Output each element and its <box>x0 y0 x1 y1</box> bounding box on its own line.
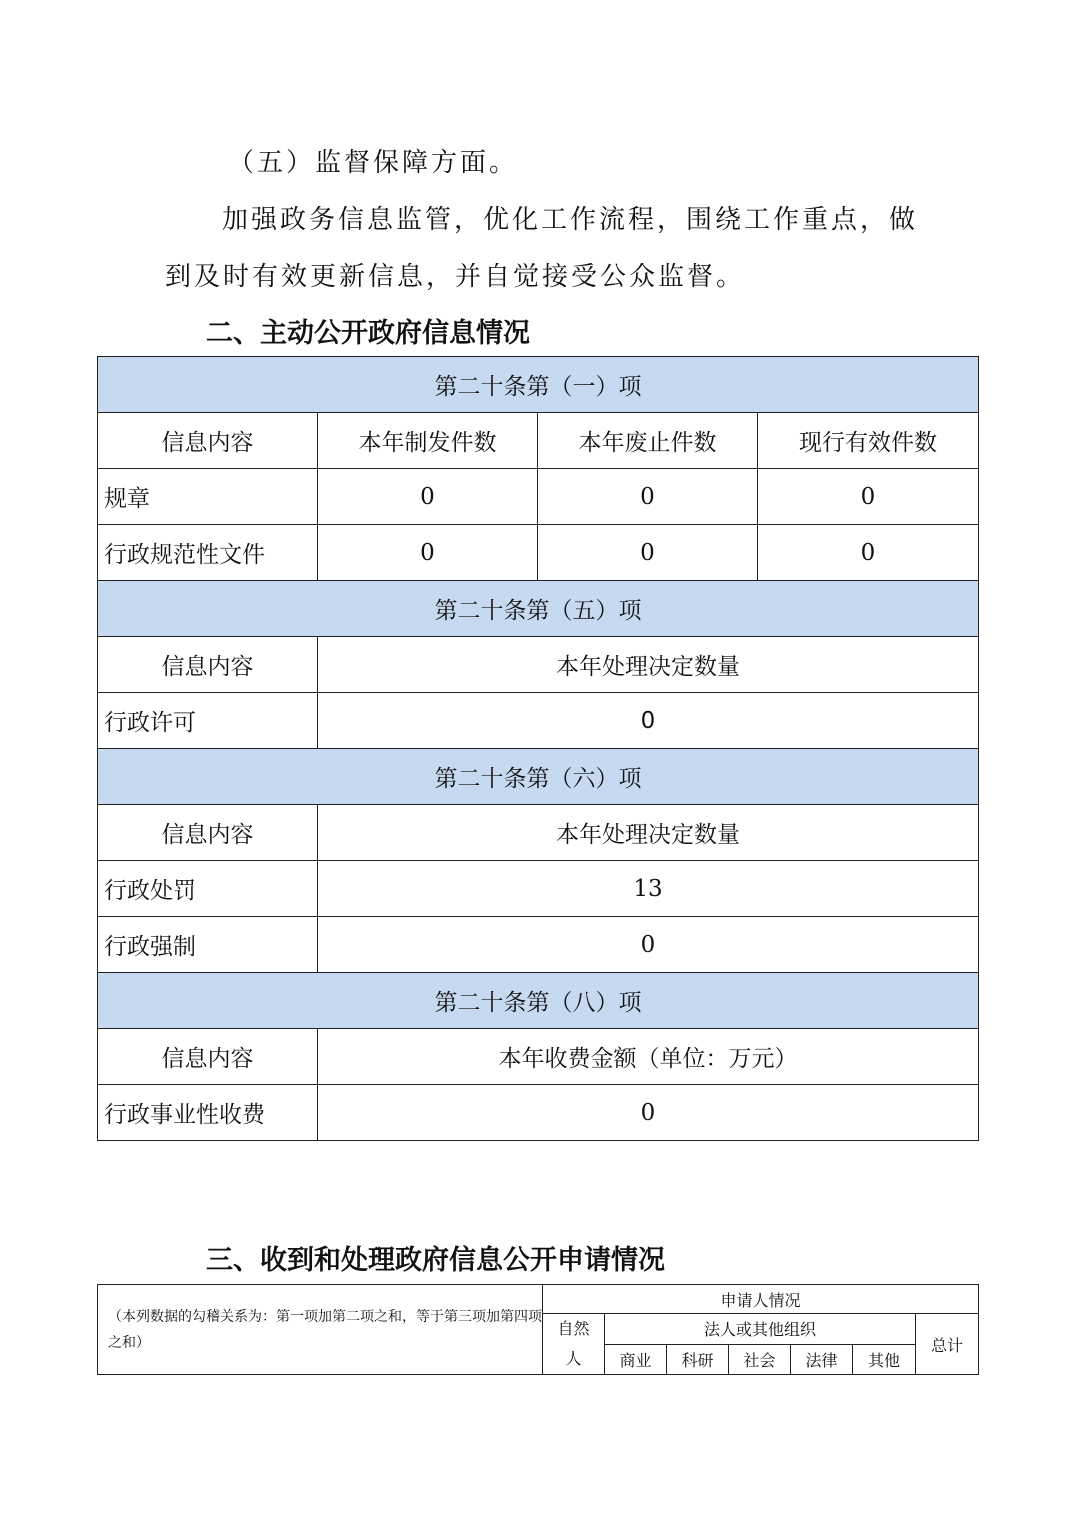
column-header: 信息内容 <box>98 1029 318 1085</box>
cell: 0 <box>318 693 979 749</box>
row-label: 行政处罚 <box>98 861 318 917</box>
column-header: 现行有效件数 <box>758 413 979 469</box>
paragraph-line: 加强政务信息监管，优化工作流程，围绕工作重点，做 <box>222 205 919 235</box>
cell: 0 <box>318 469 538 525</box>
row-label: 行政事业性收费 <box>98 1085 318 1141</box>
row-label: 行政规范性文件 <box>98 525 318 581</box>
org-type-header: 法律 <box>791 1344 853 1375</box>
column-header: 本年处理决定数量 <box>318 805 979 861</box>
natural-person-header: 自然人 <box>543 1314 605 1375</box>
table-row <box>98 917 979 973</box>
section-header: 第二十条第（六）项 <box>98 749 979 805</box>
column-header: 本年收费金额（单位：万元） <box>318 1029 979 1085</box>
application-table <box>97 1284 979 1375</box>
cell: 0 <box>538 469 758 525</box>
org-type-header: 社会 <box>729 1344 791 1375</box>
org-type-header: 科研 <box>667 1344 729 1375</box>
column-header: 本年处理决定数量 <box>318 637 979 693</box>
column-header: 信息内容 <box>98 805 318 861</box>
applicant-header: 申请人情况 <box>543 1285 979 1314</box>
column-header: 本年废止件数 <box>538 413 758 469</box>
proactive-disclosure-table <box>97 356 979 1141</box>
table-row <box>98 1085 979 1141</box>
section-header: 第二十条第（五）项 <box>98 581 979 637</box>
table-row <box>98 525 979 581</box>
row-label: 行政许可 <box>98 693 318 749</box>
section-header: 第二十条第（八）项 <box>98 973 979 1029</box>
row-label: 规章 <box>98 469 318 525</box>
cell: 13 <box>318 861 979 917</box>
row-label: 行政强制 <box>98 917 318 973</box>
section-title: 二、主动公开政府信息情况 <box>206 318 530 349</box>
table-row <box>98 861 979 917</box>
paragraph-heading: （五）监督保障方面。 <box>228 148 519 178</box>
table-row <box>98 469 979 525</box>
column-header: 本年制发件数 <box>318 413 538 469</box>
column-header: 信息内容 <box>98 413 318 469</box>
section-title: 三、收到和处理政府信息公开申请情况 <box>206 1245 665 1276</box>
note-cell: （本列数据的勾稽关系为：第一项加第二项之和，等于第三项加第四项之和） <box>98 1285 543 1375</box>
paragraph-line: 到及时有效更新信息，并自觉接受公众监督。 <box>165 262 746 292</box>
cell: 0 <box>758 525 979 581</box>
table-row <box>98 693 979 749</box>
org-type-header: 商业 <box>605 1344 667 1375</box>
cell: 0 <box>538 525 758 581</box>
cell: 0 <box>318 917 979 973</box>
section-header: 第二十条第（一）项 <box>98 357 979 413</box>
cell: 0 <box>318 1085 979 1141</box>
cell: 0 <box>758 469 979 525</box>
cell: 0 <box>318 525 538 581</box>
total-header: 总计 <box>916 1314 979 1375</box>
org-type-header: 其他 <box>853 1344 916 1375</box>
org-header: 法人或其他组织 <box>605 1314 916 1345</box>
column-header: 信息内容 <box>98 637 318 693</box>
